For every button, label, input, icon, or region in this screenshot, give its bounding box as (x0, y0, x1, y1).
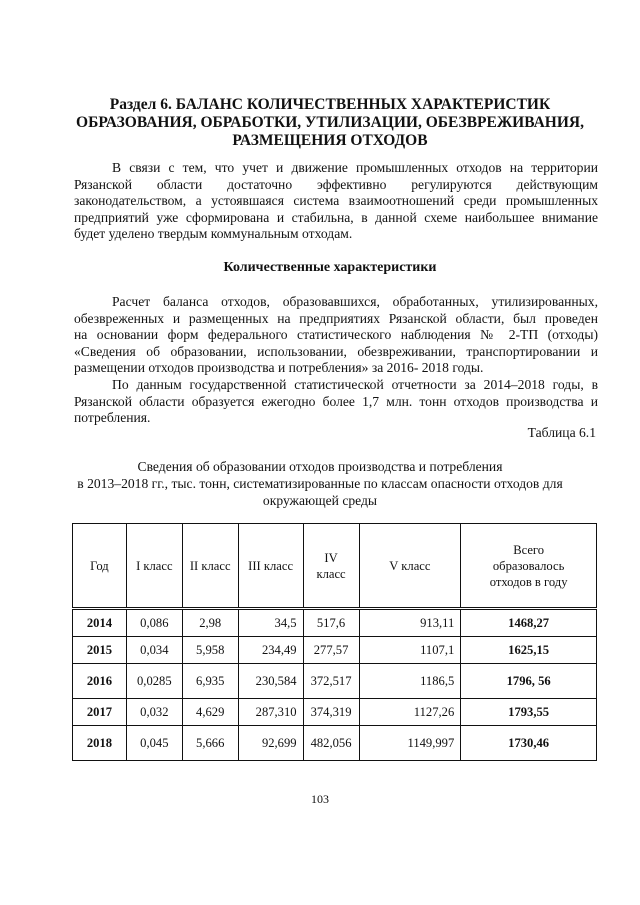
cell-year: 2014 (73, 609, 127, 637)
header-total-line-1: Всего (513, 542, 545, 557)
section-heading-line-2: ОБРАЗОВАНИЯ, ОБРАБОТКИ, УТИЛИЗАЦИИ, ОБЕЗВРЕЖИВАНИЯ, (76, 114, 584, 131)
cell-class-5: 913,11 (359, 609, 461, 637)
calc-line: обезвреженных и размещенных на предприятиях Рязанской области, был проведен (74, 310, 598, 326)
cell-class-4: 517,6 (303, 609, 359, 637)
header-total-line-2: образовалось (492, 558, 565, 573)
header-class-4-word: класс (316, 566, 346, 581)
cell-class-2: 2,98 (182, 609, 238, 637)
table-caption-line-1: Сведения об образовании отходов производства и потребления (137, 459, 503, 474)
cell-total: 1468,27 (461, 609, 597, 637)
cell-class-1: 0,034 (126, 637, 182, 664)
cell-class-1: 0,086 (126, 609, 182, 637)
cell-class-3: 92,699 (238, 726, 303, 761)
table-label: Таблица 6.1 (527, 425, 596, 440)
intro-line: законодательством, а устоявшаяся система взаимоотношений среди промышленных (74, 193, 598, 209)
cell-class-2: 6,935 (182, 664, 238, 699)
table-row (73, 609, 597, 637)
waste-table (72, 523, 597, 761)
cell-total: 1730,46 (461, 726, 597, 761)
cell-class-2: 4,629 (182, 699, 238, 726)
intro-line: будет уделено твердым коммунальным отходам. (74, 226, 353, 242)
header-class-2: II класс (182, 524, 238, 609)
cell-year: 2018 (73, 726, 127, 761)
cell-class-1: 0,045 (126, 726, 182, 761)
section-heading-line-3: РАЗМЕЩЕНИЯ ОТХОДОВ (232, 132, 428, 149)
statistics-paragraph (74, 377, 598, 427)
page-number: 103 (311, 792, 329, 806)
cell-class-5: 1186,5 (359, 664, 461, 699)
header-class-1: I класс (126, 524, 182, 609)
intro-line: В связи с тем, что учет и движение промышленных отходов на территории (112, 160, 598, 175)
cell-total: 1625,15 (461, 637, 597, 664)
cell-class-5: 1149,997 (359, 726, 461, 761)
cell-year: 2015 (73, 637, 127, 664)
cell-class-1: 0,0285 (126, 664, 182, 699)
table-caption-line-3: окружающей среды (262, 493, 378, 508)
stat-line: потребления. (74, 410, 151, 426)
table-caption (56, 458, 584, 509)
cell-class-3: 230,584 (238, 664, 303, 699)
header-year: Год (73, 524, 127, 609)
intro-line: Рязанской области достаточно эффективно регулируются действующим (74, 176, 598, 192)
cell-class-3: 234,49 (238, 637, 303, 664)
section-heading-line-1: Раздел 6. БАЛАНС КОЛИЧЕСТВЕННЫХ ХАРАКТЕРИСТИК (109, 96, 551, 113)
table-row (73, 699, 597, 726)
cell-year: 2017 (73, 699, 127, 726)
calc-line: на основании форм федерального статистического наблюдения № 2-ТП (отходы) (74, 327, 598, 343)
cell-year: 2016 (73, 664, 127, 699)
header-class-5: V класс (359, 524, 461, 609)
header-total-line-3: отходов в году (489, 574, 568, 589)
cell-total: 1793,55 (461, 699, 597, 726)
cell-class-2: 5,666 (182, 726, 238, 761)
cell-class-3: 287,310 (238, 699, 303, 726)
cell-total: 1796, 56 (461, 664, 597, 699)
calc-line: размещении отходов производства и потребления» за 2016- 2018 годы. (74, 360, 484, 376)
intro-line: предприятий уже сформирована и стабильна, в данной схеме наибольшее внимание (74, 209, 598, 225)
stat-line: Рязанской области образуется ежегодно более 1,7 млн. тонн отходов производства и (74, 393, 598, 409)
quantitative-subheading: Количественные характеристики (223, 260, 437, 275)
header-class-4-numeral: IV (324, 550, 338, 565)
cell-class-5: 1107,1 (359, 637, 461, 664)
header-class-3: III класс (238, 524, 303, 609)
table-row (73, 637, 597, 664)
cell-class-4: 482,056 (303, 726, 359, 761)
table-header-row (73, 524, 597, 609)
section-heading (60, 96, 600, 150)
header-class-4 (303, 524, 359, 609)
calc-line: «Сведения об образовании, использовании, обезвреживании, транспортировании и (74, 343, 598, 359)
cell-class-3: 34,5 (238, 609, 303, 637)
cell-class-4: 372,517 (303, 664, 359, 699)
cell-class-4: 277,57 (303, 637, 359, 664)
calculation-paragraph (74, 294, 598, 377)
calc-line: Расчет баланса отходов, образовавшихся, обработанных, утилизированных, (112, 294, 598, 309)
cell-class-1: 0,032 (126, 699, 182, 726)
intro-paragraph (74, 160, 598, 243)
table-row (73, 664, 597, 699)
cell-class-5: 1127,26 (359, 699, 461, 726)
cell-class-4: 374,319 (303, 699, 359, 726)
stat-line: По данным государственной статистической отчетности за 2014–2018 годы, в (112, 377, 598, 392)
table-row (73, 726, 597, 761)
cell-class-2: 5,958 (182, 637, 238, 664)
table-caption-line-2: в 2013–2018 гг., тыс. тонн, систематизированные по классам опасности отходов для (77, 476, 563, 491)
header-total (461, 524, 597, 609)
